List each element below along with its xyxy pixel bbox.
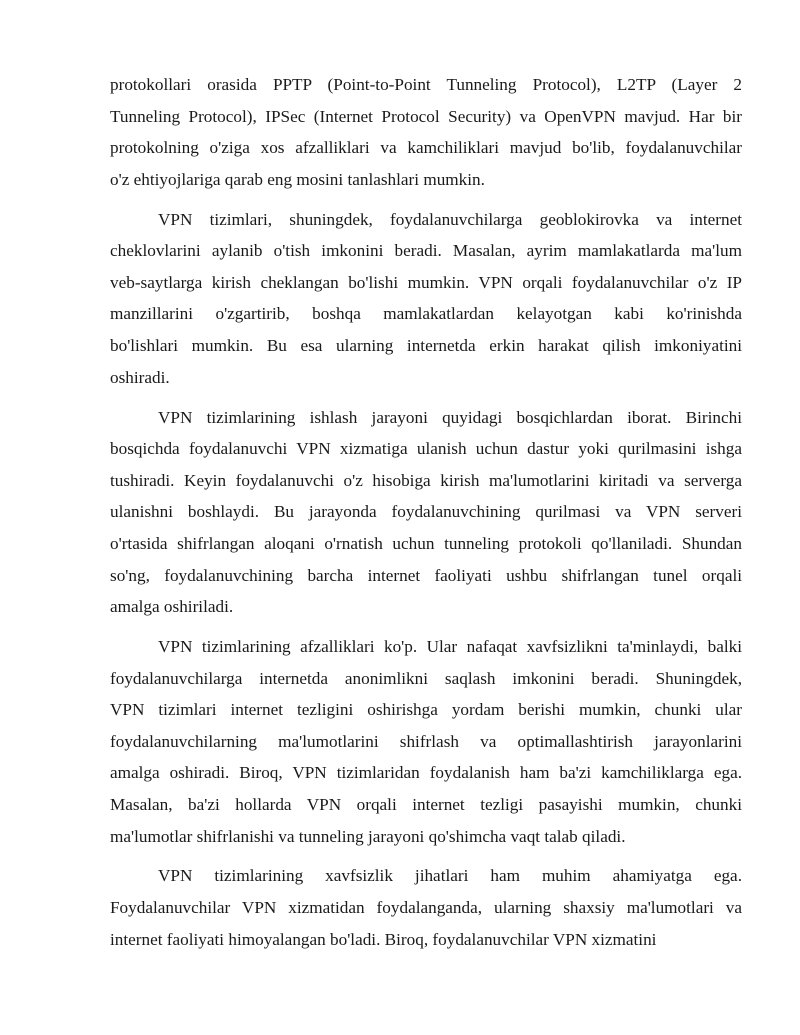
text-line: foydalanuvchilarning ma'lumotlarini shifrlash va optimallashtirish jarayonlarini [110, 731, 742, 751]
text-line: Tunneling Protocol), IPSec (Internet Protocol Security) va OpenVPN mavjud. Har bir [110, 106, 742, 126]
text-line: VPN tizimlari, shuningdek, foydalanuvchilarga geoblokirovka va internet [158, 209, 742, 229]
text-line: veb-saytlarga kirish cheklangan bo'lishi mumkin. VPN orqali foydalanuvchilar o'z IP [110, 272, 742, 292]
text-line: VPN tizimlarining xavfsizlik jihatlari ham muhim ahamiyatga ega. [158, 866, 742, 886]
text-line: oshiradi. [110, 367, 170, 387]
text-line: so'ng, foydalanuvchining barcha internet faoliyati ushbu shifrlangan tunel orqali [110, 565, 742, 585]
text-line: foydalanuvchilarga internetda anonimlikni saqlash imkonini beradi. Shuningdek, [110, 668, 742, 688]
text-line: Masalan, ba'zi hollarda VPN orqali internet tezligi pasayishi mumkin, chunki [110, 794, 742, 814]
text-line: o'rtasida shifrlangan aloqani o'rnatish uchun tunneling protokoli qo'llaniladi. Shundan [110, 533, 742, 553]
text-line: o'z ehtiyojlariga qarab eng mosini tanlashlari mumkin. [110, 169, 485, 189]
text-line: ulanishni boshlaydi. Bu jarayonda foydalanuvchining qurilmasi va VPN serveri [110, 502, 742, 522]
text-line: ma'lumotlar shifrlanishi va tunneling jarayoni qo'shimcha vaqt talab qiladi. [110, 826, 626, 846]
paragraph [110, 204, 742, 394]
text-line: tushiradi. Keyin foydalanuvchi o'z hisobiga kirish ma'lumotlarini kiritadi va serverga [110, 470, 742, 490]
text-line: bosqichda foydalanuvchi VPN xizmatiga ulanish uchun dastur yoki qurilmasini ishga [110, 439, 742, 459]
document-body [110, 69, 742, 964]
text-line: protokolning o'ziga xos afzalliklari va kamchiliklari mavjud bo'lib, foydalanuvchilar [110, 138, 742, 158]
paragraph [110, 69, 742, 195]
text-line: internet faoliyati himoyalangan bo'ladi. Biroq, foydalanuvchilar VPN xizmatini [110, 929, 657, 949]
paragraph [110, 631, 742, 852]
text-line: amalga oshiradi. Biroq, VPN tizimlaridan foydalanish ham ba'zi kamchiliklarga ega. [110, 763, 742, 783]
text-line: Foydalanuvchilar VPN xizmatidan foydalanganda, ularning shaxsiy ma'lumotlari va [110, 898, 742, 918]
text-line: amalga oshiriladi. [110, 597, 234, 617]
text-line: bo'lishlari mumkin. Bu esa ularning internetda erkin harakat qilish imkoniyatini [110, 336, 742, 356]
paragraph [110, 860, 742, 955]
text-line: cheklovlarini aylanib o'tish imkonini beradi. Masalan, ayrim mamlakatlarda ma'lum [110, 241, 742, 261]
text-line: VPN tizimlari internet tezligini oshirishga yordam berishi mumkin, chunki ular [110, 700, 742, 720]
text-line: manzillarini o'zgartirib, boshqa mamlakatlardan kelayotgan kabi ko'rinishda [110, 304, 742, 324]
text-line: protokollari orasida PPTP (Point-to-Point Tunneling Protocol), L2TP (Layer 2 [110, 75, 742, 94]
paragraph [110, 402, 742, 623]
text-line: VPN tizimlarining afzalliklari ko'p. Ular nafaqat xavfsizlikni ta'minlaydi, balki [158, 636, 742, 656]
text-line: VPN tizimlarining ishlash jarayoni quyidagi bosqichlardan iborat. Birinchi [158, 407, 742, 427]
